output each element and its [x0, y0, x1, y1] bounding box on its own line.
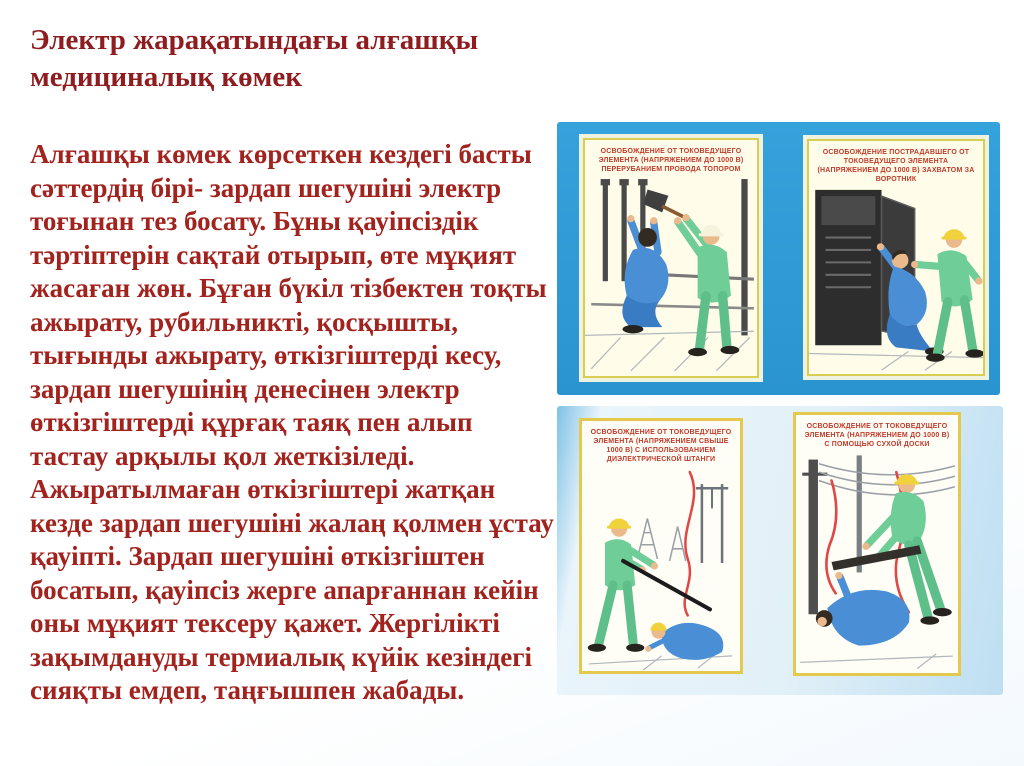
poster-group-bottom — [557, 406, 1003, 695]
dry-board-rescue-illustration — [796, 451, 958, 673]
slide-title: Электр жарақатындағы алғашқы медициналық көмек — [30, 24, 479, 93]
poster-dry-board-rescue-title: ОСВОБОЖДЕНИЕ ОТ ТОКОВЕДУЩЕГО ЭЛЕМЕНТА (НАПРЯЖЕНИЕМ ДО 1000 В) С ПОМОЩЬЮ СУХОЙ ДОСКИ — [804, 423, 950, 448]
dielectric-rod — [623, 561, 710, 609]
axe-rescue-illustration — [585, 176, 757, 376]
poster-dielectric-rod-rescue-title: ОСВОБОЖДЕНИЕ ОТ ТОКОВЕДУЩЕГО ЭЛЕМЕНТА (НАПРЯЖЕНИЕМ СВЫШЕ 1000 В) С ИСПОЛЬЗОВАНИЕМ ДИЭЛЕКТРИЧЕСКОЙ ШТАНГИ — [590, 429, 732, 463]
poster-group-top — [557, 122, 1000, 395]
poster-collar-pull-rescue — [807, 139, 985, 376]
poster-axe-rescue — [583, 138, 759, 378]
fallen-wire-left — [826, 480, 836, 593]
victim-figure — [622, 215, 668, 333]
poster-collar-pull-rescue-title: ОСВОБОЖДЕНИЕ ПОСТРАДАВШЕГО ОТ ТОКОВЕДУЩЕГО ЭЛЕМЕНТА (НАПРЯЖЕНИЕМ ДО 1000 В) ЗАХВАТОМ ЗА ВОРОТНИК — [817, 149, 975, 183]
poster-axe-rescue-title: ОСВОБОЖДЕНИЕ ОТ ТОКОВЕДУЩЕГО ЭЛЕМЕНТА (НАПРЯЖЕНИЕМ ДО 1000 В) ПЕРЕРУБАНИЕМ ПРОВОДА ТОПОРОМ — [598, 148, 744, 173]
dielectric-rod-rescue-illustration — [582, 466, 740, 671]
poster-dry-board-rescue — [793, 412, 961, 676]
poster-dielectric-rod-rescue — [579, 418, 743, 674]
victim-figure — [645, 623, 723, 660]
collar-pull-rescue-illustration — [809, 186, 983, 374]
slide-body-text: Алғашқы көмек көрсеткен кездегі басты сәттердің бірі- зардап шегушіні электр тоғынан тез босату. Бұны қауіпсіздік тәртіптерін сақтай отырып, өте мұқият жасаған жөн. Бұған бүкіл тізбектен тоқты ажырату, рубильникті, қосқышты, тығынды ажырату, өткізгіштерді кесу, зардап шегушінің денесінен электр өткізгіштерді құрғақ таяқ пен алып тастау арқылы қол жеткізіледі. Ажыратылмаған өткізгіштері жатқан кезде зардап шегушіні жалаң қолмен ұстау қауіпті. Зардап шегушіні өткізгіштен босатып, қауіпсіз жерге апарғаннан кейін оны мұқият тексеру қажет. Жергілікті зақымдануды термиалық күйік кезіндегі сияқты емдеп, таңғышпен жабады. — [30, 139, 554, 705]
